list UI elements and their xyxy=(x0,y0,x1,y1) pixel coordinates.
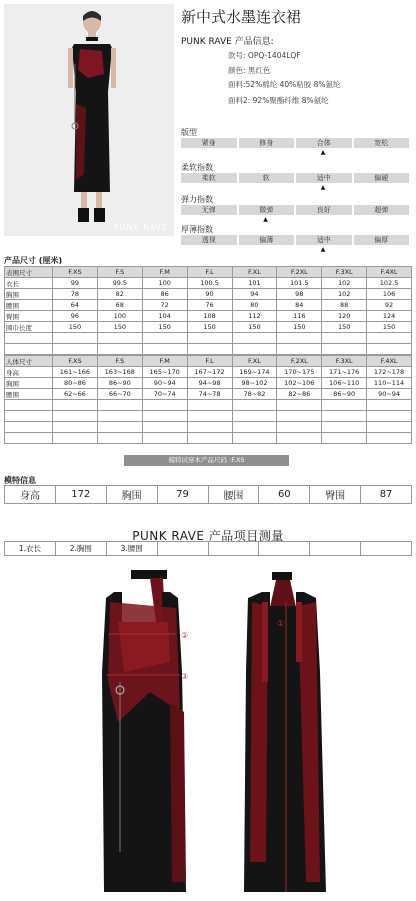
table-cell: 76 xyxy=(187,300,232,311)
table-row xyxy=(5,378,412,389)
marker-bust: ② xyxy=(181,631,189,640)
table-cell: 86~90 xyxy=(322,389,367,400)
table-cell: 101 xyxy=(232,278,277,289)
table-cell: 150 xyxy=(97,322,142,333)
table-cell xyxy=(53,333,98,344)
table-cell xyxy=(277,400,322,411)
table-cell: F.3XL xyxy=(322,267,367,278)
product-title: 新中式水墨连衣裙 xyxy=(181,8,302,26)
table-row xyxy=(5,322,412,333)
table-cell xyxy=(97,433,142,444)
photo-watermark: PUNK RAVE xyxy=(113,223,168,232)
table-cell xyxy=(5,400,53,411)
table-row xyxy=(5,333,412,344)
table-cell: 120 xyxy=(322,311,367,322)
table-cell: 124 xyxy=(367,311,412,322)
selected-marker-icon: ▲ xyxy=(320,184,326,191)
table-cell: 62~66 xyxy=(53,389,98,400)
table-cell: 171~176 xyxy=(322,367,367,378)
table-cell xyxy=(322,433,367,444)
table-cell xyxy=(5,411,53,422)
table-cell: 90 xyxy=(187,289,232,300)
table-row xyxy=(5,344,412,355)
table-cell xyxy=(232,411,277,422)
table-cell: 167~172 xyxy=(187,367,232,378)
table-row xyxy=(5,289,412,300)
index-label: 厚薄指数 xyxy=(181,225,213,234)
table-cell: 96 xyxy=(53,311,98,322)
model-height-value: 172 xyxy=(55,486,106,504)
table-cell: 161~166 xyxy=(53,367,98,378)
table-cell xyxy=(142,433,187,444)
table-cell: 106~110 xyxy=(322,378,367,389)
table-row xyxy=(5,400,412,411)
measure-items-table xyxy=(4,541,412,556)
table-cell: F.XL xyxy=(232,267,277,278)
table-cell xyxy=(53,344,98,355)
table-row xyxy=(5,311,412,322)
table-cell xyxy=(142,422,187,433)
table-cell: 身高 xyxy=(5,367,53,378)
index-option: 适中 xyxy=(296,235,352,245)
marker-length: ① xyxy=(277,619,285,628)
table-cell: F.M xyxy=(142,267,187,278)
index-option: 软 xyxy=(239,173,295,183)
table-cell xyxy=(142,400,187,411)
index-option: 偏厚 xyxy=(354,235,410,245)
index-label: 版型 xyxy=(181,128,197,137)
table-cell xyxy=(277,422,322,433)
table-cell: 人体尺寸 xyxy=(5,356,53,367)
model-info-title: 模特信息 xyxy=(4,476,36,485)
fabric1-text: 面料:52%棉纶 40%粘胶 8%氨纶 xyxy=(228,80,341,89)
table-cell: 72 xyxy=(142,300,187,311)
measure-item-length: 1.衣长 xyxy=(5,542,56,556)
index-option: 柔软 xyxy=(181,173,237,183)
index-option: 适中 xyxy=(296,173,352,183)
table-cell xyxy=(187,344,232,355)
table-cell xyxy=(142,411,187,422)
table-cell: 163~168 xyxy=(97,367,142,378)
table-cell xyxy=(53,400,98,411)
table-cell xyxy=(277,344,322,355)
table-cell xyxy=(5,422,53,433)
table-cell: 74~78 xyxy=(187,389,232,400)
table-cell: 94 xyxy=(232,289,277,300)
table-cell: F.XL xyxy=(232,356,277,367)
table-cell: 169~174 xyxy=(232,367,277,378)
table-cell: 腰围 xyxy=(5,389,53,400)
table-cell xyxy=(97,400,142,411)
table-cell xyxy=(367,411,412,422)
table-cell: 150 xyxy=(367,322,412,333)
fabric2-text: 面料2: 92%聚酯纤维 8%氨纶 xyxy=(228,96,329,105)
table-cell: F.XS xyxy=(53,356,98,367)
table-cell xyxy=(97,344,142,355)
index-option: 偏薄 xyxy=(239,235,295,245)
table-cell xyxy=(322,344,367,355)
table-cell: 102.5 xyxy=(367,278,412,289)
table-cell xyxy=(53,433,98,444)
table-row xyxy=(5,433,412,444)
product-size-table xyxy=(4,266,412,355)
table-cell: 98 xyxy=(277,289,322,300)
table-cell xyxy=(187,400,232,411)
table-cell xyxy=(232,333,277,344)
table-cell: 102~106 xyxy=(277,378,322,389)
table-cell xyxy=(187,333,232,344)
index-option: 超弹 xyxy=(354,205,410,215)
body-size-table xyxy=(4,355,412,444)
index-option: 良好 xyxy=(296,205,352,215)
model-photo xyxy=(4,4,174,236)
table-cell xyxy=(232,400,277,411)
sku-text: 款号: OPQ-1404LQF xyxy=(228,51,301,60)
table-cell xyxy=(232,344,277,355)
table-cell: F.4XL xyxy=(367,356,412,367)
table-row xyxy=(5,389,412,400)
model-bust-value: 79 xyxy=(157,486,208,504)
table-cell xyxy=(367,400,412,411)
index-label: 弹力指数 xyxy=(181,195,213,204)
table-cell: 胸围 xyxy=(5,378,53,389)
selected-marker-icon: ▲ xyxy=(320,246,326,253)
table-cell: 围巾长度 xyxy=(5,322,53,333)
table-cell: F.2XL xyxy=(277,356,322,367)
table-cell: 胸围 xyxy=(5,289,53,300)
table-cell xyxy=(367,422,412,433)
table-cell xyxy=(232,433,277,444)
dress-front xyxy=(102,570,188,892)
measure-title: PUNK RAVE 产品项目测量 xyxy=(132,529,284,543)
table-cell: F.L xyxy=(187,267,232,278)
index-scale xyxy=(181,205,409,215)
table-cell: F.XS xyxy=(53,267,98,278)
table-cell: 170~175 xyxy=(277,367,322,378)
table-cell: 100.5 xyxy=(187,278,232,289)
color-text: 颜色: 黑红色 xyxy=(228,66,271,75)
index-option: 修身 xyxy=(239,138,295,148)
table-cell: 84 xyxy=(277,300,322,311)
table-cell: 98~102 xyxy=(232,378,277,389)
selected-marker-icon: ▲ xyxy=(320,149,326,156)
table-cell: 78 xyxy=(53,289,98,300)
table-cell xyxy=(53,411,98,422)
model-height-label: 身高 xyxy=(5,486,56,504)
table-cell: 106 xyxy=(367,289,412,300)
selected-marker-icon: ▲ xyxy=(263,216,268,223)
marker-waist: ③ xyxy=(181,672,189,681)
table-cell: 66~70 xyxy=(97,389,142,400)
index-scale xyxy=(181,235,409,245)
table-cell: F.3XL xyxy=(322,356,367,367)
table-cell: F.S xyxy=(97,356,142,367)
table-cell: 100 xyxy=(97,311,142,322)
table-cell xyxy=(367,333,412,344)
table-cell xyxy=(187,411,232,422)
table-cell: F.S xyxy=(97,267,142,278)
table-header-row xyxy=(5,356,412,367)
index-option: 透视 xyxy=(181,235,237,245)
table-cell: 80 xyxy=(232,300,277,311)
table-row xyxy=(5,367,412,378)
table-cell xyxy=(322,333,367,344)
model-hip-label: 臀围 xyxy=(310,486,361,504)
brand-info-label: PUNK RAVE 产品信息: xyxy=(181,37,274,47)
model-hip-value: 87 xyxy=(361,486,412,504)
table-row xyxy=(5,300,412,311)
measure-item-bust: 2.胸围 xyxy=(55,542,106,556)
table-cell: 82 xyxy=(97,289,142,300)
table-cell: 104 xyxy=(142,311,187,322)
table-cell: 102 xyxy=(322,278,367,289)
table-cell: 110~114 xyxy=(367,378,412,389)
index-scale xyxy=(181,173,409,183)
table-cell: 78~82 xyxy=(232,389,277,400)
table-cell: 92 xyxy=(367,300,412,311)
index-option: 合体 xyxy=(296,138,352,148)
table-cell xyxy=(277,411,322,422)
index-option: 偏硬 xyxy=(354,173,410,183)
table-cell: 150 xyxy=(277,322,322,333)
table-cell: 90~94 xyxy=(367,389,412,400)
index-option: 无弹 xyxy=(181,205,237,215)
table-header-row xyxy=(5,267,412,278)
index-option: 微弹 xyxy=(239,205,295,215)
table-row xyxy=(5,422,412,433)
table-cell: 表围尺寸 xyxy=(5,267,53,278)
table-cell xyxy=(187,433,232,444)
table-cell xyxy=(187,422,232,433)
table-cell xyxy=(142,333,187,344)
model-info-table xyxy=(4,485,412,504)
measure-item-waist: 3.腰围 xyxy=(106,542,157,556)
size-section-title: 产品尺寸 (厘米) xyxy=(4,256,63,265)
table-cell xyxy=(277,433,322,444)
table-cell: 衣长 xyxy=(5,278,53,289)
table-cell: 112 xyxy=(232,311,277,322)
table-cell: 99 xyxy=(53,278,98,289)
table-row xyxy=(5,278,412,289)
table-cell xyxy=(322,400,367,411)
index-option: 宽松 xyxy=(354,138,410,148)
table-cell: 68 xyxy=(97,300,142,311)
table-cell xyxy=(53,422,98,433)
index-scale xyxy=(181,138,409,148)
table-cell: 99.5 xyxy=(97,278,142,289)
table-cell: 108 xyxy=(187,311,232,322)
table-cell: 150 xyxy=(142,322,187,333)
table-cell: 64 xyxy=(53,300,98,311)
table-cell xyxy=(232,422,277,433)
table-cell: 86~90 xyxy=(97,378,142,389)
table-cell xyxy=(277,333,322,344)
table-cell xyxy=(322,422,367,433)
dress-back xyxy=(244,572,326,892)
table-cell: 94~98 xyxy=(187,378,232,389)
model-bust-label: 胸围 xyxy=(106,486,157,504)
table-cell xyxy=(367,433,412,444)
table-cell xyxy=(97,422,142,433)
table-cell: F.M xyxy=(142,356,187,367)
table-cell: 102 xyxy=(322,289,367,300)
table-cell xyxy=(5,333,53,344)
index-label: 柔软指数 xyxy=(181,163,213,172)
table-cell: 100 xyxy=(142,278,187,289)
table-cell: 86 xyxy=(142,289,187,300)
table-row xyxy=(5,411,412,422)
table-cell: 150 xyxy=(187,322,232,333)
table-cell xyxy=(367,344,412,355)
garment-measurement-diagram xyxy=(0,562,416,901)
table-cell: 116 xyxy=(277,311,322,322)
table-cell: 101.5 xyxy=(277,278,322,289)
table-cell xyxy=(322,411,367,422)
table-cell: 165~170 xyxy=(142,367,187,378)
model-waist-value: 60 xyxy=(259,486,310,504)
table-cell: 80~86 xyxy=(53,378,98,389)
table-cell xyxy=(97,411,142,422)
table-cell: 172~178 xyxy=(367,367,412,378)
table-cell xyxy=(97,333,142,344)
table-cell: 臀围 xyxy=(5,311,53,322)
table-cell: 150 xyxy=(53,322,98,333)
model-waist-label: 腰围 xyxy=(208,486,259,504)
table-cell: 腰围 xyxy=(5,300,53,311)
table-cell: F.L xyxy=(187,356,232,367)
table-cell xyxy=(5,433,53,444)
table-cell xyxy=(5,344,53,355)
table-cell: F.4XL xyxy=(367,267,412,278)
table-cell: 90~94 xyxy=(142,378,187,389)
model-figure xyxy=(4,4,174,236)
table-cell: 150 xyxy=(232,322,277,333)
table-cell: F.2XL xyxy=(277,267,322,278)
table-cell: 150 xyxy=(322,322,367,333)
table-cell: 70~74 xyxy=(142,389,187,400)
table-cell xyxy=(142,344,187,355)
table-cell: 82~86 xyxy=(277,389,322,400)
index-option: 紧身 xyxy=(181,138,237,148)
model-size-note: 模特试穿本产品尺码 :F.XS xyxy=(124,455,289,466)
table-cell: 88 xyxy=(322,300,367,311)
